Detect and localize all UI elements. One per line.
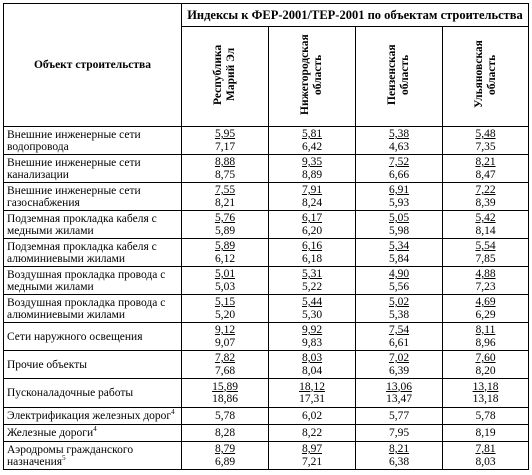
table-body bbox=[4, 127, 529, 470]
index-value-top: 5,54 bbox=[475, 240, 496, 252]
object-name-text: Воздушная прокладка провода с алюминиевыми жилами bbox=[7, 296, 166, 321]
index-value: 6,02 bbox=[301, 409, 323, 422]
index-value-top: 5,81 bbox=[301, 128, 323, 140]
object-name-text: Подземная прокладка кабеля с алюминиевыми жилами bbox=[7, 240, 157, 265]
index-cell bbox=[356, 351, 443, 379]
index-cell bbox=[443, 379, 529, 408]
object-name bbox=[4, 127, 182, 155]
index-value-bottom: 7,35 bbox=[475, 140, 496, 153]
index-cell bbox=[269, 183, 356, 211]
index-cell bbox=[269, 408, 356, 425]
index-cell bbox=[182, 183, 269, 211]
region-label: Ульяновская область bbox=[472, 40, 498, 108]
table-row bbox=[4, 323, 529, 351]
index-cell bbox=[443, 267, 529, 295]
index-value-bottom: 8,96 bbox=[475, 336, 496, 349]
index-cell bbox=[182, 351, 269, 379]
index-value: 7,95 bbox=[388, 426, 410, 439]
index-value-top: 9,12 bbox=[214, 324, 236, 336]
index-value-top: 5,89 bbox=[214, 240, 236, 252]
indices-header: Индексы к ФЕР-2001/ТЕР-2001 по объектам строительства bbox=[182, 4, 529, 27]
index-value-top: 4,69 bbox=[475, 296, 496, 308]
index-value-top: 5,15 bbox=[214, 296, 236, 308]
index-cell bbox=[443, 211, 529, 239]
index-value-bottom: 8,20 bbox=[475, 364, 496, 377]
object-name bbox=[4, 351, 182, 379]
index-cell bbox=[182, 408, 269, 425]
index-value-bottom: 6,89 bbox=[214, 455, 236, 468]
index-cell bbox=[182, 267, 269, 295]
index-value-top: 4,88 bbox=[475, 268, 496, 280]
index-value-bottom: 8,47 bbox=[475, 168, 496, 181]
object-name-text: Воздушная прокладка провода с медными жилами bbox=[7, 268, 166, 293]
index-cell bbox=[269, 295, 356, 323]
object-name bbox=[4, 155, 182, 183]
index-cell bbox=[443, 183, 529, 211]
index-value-bottom: 6,18 bbox=[301, 252, 323, 265]
index-value-top: 8,88 bbox=[214, 156, 236, 168]
index-cell bbox=[356, 211, 443, 239]
index-cell bbox=[269, 379, 356, 408]
index-value-bottom: 8,24 bbox=[301, 196, 323, 209]
index-cell bbox=[269, 442, 356, 470]
object-name-text: Сети наружного освещения bbox=[7, 330, 143, 343]
table-row bbox=[4, 351, 529, 379]
index-value: 8,28 bbox=[214, 426, 236, 439]
index-value-top: 7,52 bbox=[388, 156, 410, 168]
index-cell bbox=[269, 211, 356, 239]
index-cell bbox=[356, 408, 443, 425]
index-cell bbox=[356, 442, 443, 470]
index-cell bbox=[356, 267, 443, 295]
index-value-top: 7,91 bbox=[301, 184, 323, 196]
index-cell bbox=[269, 323, 356, 351]
table-row bbox=[4, 408, 529, 425]
index-cell bbox=[269, 239, 356, 267]
object-name bbox=[4, 442, 182, 470]
index-value-top: 6,17 bbox=[301, 212, 323, 224]
index-value-top: 7,22 bbox=[475, 184, 496, 196]
index-cell bbox=[182, 155, 269, 183]
index-cell bbox=[269, 267, 356, 295]
index-cell bbox=[356, 295, 443, 323]
object-name-text: Электрификация железных дорог bbox=[7, 410, 172, 422]
index-cell bbox=[443, 323, 529, 351]
index-value-bottom: 6,66 bbox=[388, 168, 410, 181]
object-name-text: Прочие объекты bbox=[7, 358, 87, 371]
index-value-top: 8,79 bbox=[214, 443, 236, 455]
index-value-bottom: 6,12 bbox=[214, 252, 236, 265]
index-cell bbox=[443, 442, 529, 470]
index-value-top: 5,38 bbox=[388, 128, 410, 140]
index-value-bottom: 7,17 bbox=[214, 140, 236, 153]
table-row bbox=[4, 379, 529, 408]
index-cell bbox=[182, 127, 269, 155]
index-value-bottom: 7,23 bbox=[475, 280, 496, 293]
table-row bbox=[4, 127, 529, 155]
index-cell bbox=[443, 127, 529, 155]
index-value-top: 5,95 bbox=[214, 128, 236, 140]
index-value-top: 9,92 bbox=[301, 324, 323, 336]
object-name bbox=[4, 239, 182, 267]
object-name-text: Аэродромы гражданского назначения bbox=[7, 443, 134, 468]
index-value-bottom: 5,30 bbox=[301, 308, 323, 321]
object-name bbox=[4, 267, 182, 295]
object-name-text: Внешние инженерные сети газоснабжения bbox=[7, 184, 141, 209]
table-row bbox=[4, 442, 529, 470]
region-header bbox=[182, 27, 269, 127]
object-name bbox=[4, 183, 182, 211]
index-value-top: 5,44 bbox=[301, 296, 323, 308]
index-cell bbox=[356, 425, 443, 442]
region-label: Республика Марий Эл bbox=[212, 43, 237, 105]
footnote-marker: 4 bbox=[93, 425, 97, 434]
index-value-top: 5,48 bbox=[475, 128, 496, 140]
index-value-bottom: 5,89 bbox=[214, 224, 236, 237]
index-cell bbox=[182, 425, 269, 442]
object-name bbox=[4, 425, 182, 442]
object-name bbox=[4, 379, 182, 408]
index-cell bbox=[356, 155, 443, 183]
index-cell bbox=[443, 155, 529, 183]
index-value-bottom: 6,38 bbox=[388, 455, 410, 468]
index-cell bbox=[182, 323, 269, 351]
index-cell bbox=[182, 379, 269, 408]
index-value-top: 7,55 bbox=[214, 184, 236, 196]
index-cell bbox=[356, 239, 443, 267]
index-value-top: 15,89 bbox=[212, 380, 238, 393]
index-value: 5,78 bbox=[475, 409, 496, 422]
index-value-bottom: 6,39 bbox=[388, 364, 410, 377]
index-value-top: 5,05 bbox=[388, 212, 410, 224]
object-name bbox=[4, 408, 182, 425]
index-value-bottom: 7,68 bbox=[214, 364, 236, 377]
index-value-bottom: 8,03 bbox=[475, 455, 496, 468]
index-value-top: 9,35 bbox=[301, 156, 323, 168]
index-value-top: 6,16 bbox=[301, 240, 323, 252]
index-value-bottom: 7,85 bbox=[475, 252, 496, 265]
index-value-bottom: 7,21 bbox=[301, 455, 323, 468]
index-value-bottom: 13,18 bbox=[472, 393, 499, 405]
index-value-bottom: 8,04 bbox=[301, 364, 323, 377]
index-value-bottom: 8,21 bbox=[214, 196, 236, 209]
index-value-bottom: 5,03 bbox=[214, 280, 236, 293]
index-cell bbox=[269, 155, 356, 183]
index-value-top: 5,42 bbox=[475, 212, 496, 224]
object-name-text: Внешние инженерные сети канализации bbox=[7, 156, 141, 181]
index-cell bbox=[356, 379, 443, 408]
table-row bbox=[4, 239, 529, 267]
index-value-top: 5,01 bbox=[214, 268, 236, 280]
index-value-bottom: 5,38 bbox=[388, 308, 410, 321]
index-cell bbox=[356, 183, 443, 211]
index-value-top: 8,21 bbox=[475, 156, 496, 168]
index-value-top: 13,18 bbox=[472, 380, 499, 393]
index-value-top: 5,34 bbox=[388, 240, 410, 252]
index-value-bottom: 18,86 bbox=[212, 393, 238, 405]
index-value-bottom: 4,63 bbox=[388, 140, 410, 153]
index-value-top: 18,12 bbox=[299, 380, 325, 393]
index-value-bottom: 17,31 bbox=[299, 393, 325, 405]
object-name bbox=[4, 323, 182, 351]
index-value-bottom: 8,75 bbox=[214, 168, 236, 181]
table-row bbox=[4, 183, 529, 211]
region-label: Нижегородская область bbox=[299, 33, 324, 115]
index-value-bottom: 5,98 bbox=[388, 224, 410, 237]
region-label: Пензенская область bbox=[386, 43, 411, 105]
index-value-bottom: 9,07 bbox=[214, 336, 236, 349]
index-value-top: 5,76 bbox=[214, 212, 236, 224]
index-value-bottom: 9,83 bbox=[301, 336, 323, 349]
index-value-bottom: 6,29 bbox=[475, 308, 496, 321]
object-column-header: Объект строительства bbox=[4, 4, 182, 127]
index-value-top: 7,81 bbox=[475, 443, 496, 455]
index-value-bottom: 6,61 bbox=[388, 336, 410, 349]
index-value-bottom: 6,20 bbox=[301, 224, 323, 237]
index-value-top: 8,03 bbox=[301, 352, 323, 364]
footnote-marker: 4 bbox=[171, 408, 175, 417]
object-name-text: Железные дороги bbox=[7, 427, 94, 439]
object-name-text: Пусконаладочные работы bbox=[7, 387, 134, 399]
index-cell bbox=[269, 351, 356, 379]
index-value: 5,78 bbox=[214, 409, 236, 422]
index-value-bottom: 5,20 bbox=[214, 308, 236, 321]
index-value-bottom: 5,93 bbox=[388, 196, 410, 209]
index-value-top: 5,02 bbox=[388, 296, 410, 308]
index-value-top: 7,82 bbox=[214, 352, 236, 364]
index-cell bbox=[356, 323, 443, 351]
index-value-top: 7,02 bbox=[388, 352, 410, 364]
index-cell bbox=[443, 351, 529, 379]
index-cell bbox=[182, 295, 269, 323]
index-cell bbox=[269, 127, 356, 155]
index-value: 8,22 bbox=[301, 426, 323, 439]
index-cell bbox=[443, 425, 529, 442]
index-cell bbox=[443, 239, 529, 267]
table-row bbox=[4, 155, 529, 183]
table-row bbox=[4, 295, 529, 323]
index-value-top: 8,97 bbox=[301, 443, 323, 455]
object-name bbox=[4, 211, 182, 239]
table-row bbox=[4, 267, 529, 295]
index-value-top: 5,31 bbox=[301, 268, 323, 280]
region-header bbox=[356, 27, 443, 127]
index-value-top: 8,21 bbox=[388, 443, 410, 455]
index-cell bbox=[182, 442, 269, 470]
index-value-top: 8,11 bbox=[475, 324, 496, 336]
index-value-bottom: 8,39 bbox=[475, 196, 496, 209]
index-value-bottom: 13,47 bbox=[386, 393, 412, 405]
index-value: 5,77 bbox=[388, 409, 410, 422]
indices-table bbox=[3, 3, 529, 470]
index-cell bbox=[269, 425, 356, 442]
object-name-text: Внешние инженерные сети водопровода bbox=[7, 128, 141, 153]
region-header bbox=[443, 27, 529, 127]
table-row bbox=[4, 211, 529, 239]
index-value-bottom: 5,56 bbox=[388, 280, 410, 293]
index-value-bottom: 5,84 bbox=[388, 252, 410, 265]
index-cell bbox=[356, 127, 443, 155]
index-value-top: 7,60 bbox=[475, 352, 496, 364]
index-value-bottom: 8,89 bbox=[301, 168, 323, 181]
index-cell bbox=[443, 408, 529, 425]
index-value-top: 13,06 bbox=[386, 380, 412, 393]
object-name bbox=[4, 295, 182, 323]
footnote-marker: 5 bbox=[62, 453, 66, 462]
index-value-bottom: 8,14 bbox=[475, 224, 496, 237]
index-value-top: 6,91 bbox=[388, 184, 410, 196]
index-value-top: 4,90 bbox=[388, 268, 410, 280]
index-cell bbox=[182, 239, 269, 267]
table-row bbox=[4, 425, 529, 442]
index-value-top: 7,54 bbox=[388, 324, 410, 336]
index-cell bbox=[182, 211, 269, 239]
object-name-text: Подземная прокладка кабеля с медными жилами bbox=[7, 212, 157, 237]
index-value: 8,19 bbox=[475, 426, 496, 439]
region-header bbox=[269, 27, 356, 127]
index-cell bbox=[443, 295, 529, 323]
index-value-bottom: 6,42 bbox=[301, 140, 323, 153]
index-value-bottom: 5,22 bbox=[301, 280, 323, 293]
